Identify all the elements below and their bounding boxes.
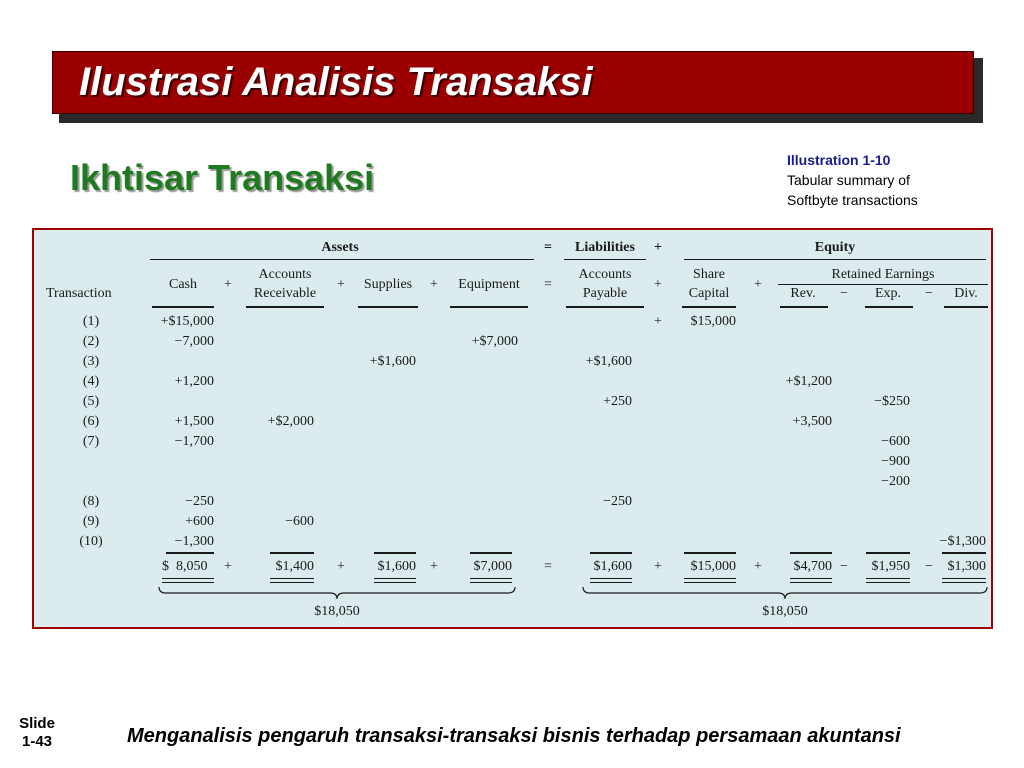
liabilities-rule: [564, 259, 646, 260]
total-dividends: $1,300: [947, 559, 986, 574]
row-7-expense: −600: [881, 434, 910, 449]
total-rev-double-rule-2: [790, 582, 832, 583]
assets-rule: [150, 259, 534, 260]
col-equipment-rule: [450, 306, 528, 308]
row-10-dividends: −$1,300: [939, 534, 986, 549]
total-ap-double-rule-2: [590, 582, 632, 583]
row-3-supplies: +$1,600: [369, 354, 416, 369]
liabilities-equity-total: $18,050: [762, 604, 808, 619]
total-ar-top-rule: [270, 552, 314, 554]
total-equip-double-rule-1: [470, 578, 512, 579]
col-exp-rule: [865, 306, 913, 308]
assets-brace: [158, 586, 516, 600]
col-plus-5: +: [754, 277, 762, 292]
total-sup-double-rule-2: [374, 582, 416, 583]
row-6-revenue: +3,500: [792, 414, 832, 429]
col-cash-rule: [152, 306, 214, 308]
row-5-transaction: (5): [82, 394, 100, 409]
total-cash-double-rule-2: [162, 582, 214, 583]
col-ap-line1: Accounts: [578, 267, 632, 282]
col-supplies-rule: [358, 306, 418, 308]
total-rev-top-rule: [790, 552, 832, 554]
total-ar-double-rule-1: [270, 578, 314, 579]
row-5-expense: −$250: [874, 394, 910, 409]
illustration-description-line2: Softbyte transactions: [787, 192, 918, 208]
col-equals: =: [544, 277, 552, 292]
total-div-double-rule-1: [942, 578, 986, 579]
total-ap-double-rule-1: [590, 578, 632, 579]
slide-caption: Menganalisis pengaruh transaksi-transaksi bisnis terhadap persamaan akuntansi: [127, 725, 901, 747]
col-dividends: Div.: [954, 286, 978, 301]
row-7-cash: −1,700: [174, 434, 214, 449]
col-cash: Cash: [169, 277, 197, 292]
total-supplies: $1,600: [377, 559, 416, 574]
title-bar: [52, 51, 974, 114]
row-7-transaction: (7): [82, 434, 100, 449]
row-1-plus: +: [654, 314, 662, 329]
total-equip-double-rule-2: [470, 582, 512, 583]
col-sc-rule: [682, 306, 736, 308]
row-6-cash: +1,500: [174, 414, 214, 429]
assets-total: $18,050: [314, 604, 360, 619]
col-transaction: Transaction: [46, 286, 112, 301]
total-exp-double-rule-1: [866, 578, 910, 579]
row-2-equipment: +$7,000: [471, 334, 518, 349]
total-cash: $ 8,050: [162, 559, 208, 574]
total-plus-5: +: [754, 559, 762, 574]
total-plus-2: +: [337, 559, 345, 574]
col-equipment: Equipment: [458, 277, 520, 292]
col-rev-rule: [780, 306, 828, 308]
col-revenue: Rev.: [790, 286, 816, 301]
illustration-description-line1: Tabular summary of: [787, 172, 910, 188]
slide-number-block: [6, 715, 68, 751]
col-plus-2: +: [337, 277, 345, 292]
total-plus-4: +: [654, 559, 662, 574]
col-sc-line2: Capital: [688, 286, 730, 301]
col-ap-line2: Payable: [582, 286, 628, 301]
row-6-accounts-receivable: +$2,000: [267, 414, 314, 429]
liabilities-equity-brace: [582, 586, 988, 600]
total-share-capital: $15,000: [690, 559, 736, 574]
row-1-cash: +$15,000: [160, 314, 214, 329]
row-8-transaction: (8): [82, 494, 100, 509]
slide-title: Ilustrasi Analisis Transaksi: [79, 60, 593, 104]
total-minus-1: −: [840, 559, 848, 574]
col-expense: Exp.: [874, 286, 902, 301]
total-plus-3: +: [430, 559, 438, 574]
total-sup-double-rule-1: [374, 578, 416, 579]
total-cash-double-rule-1: [162, 578, 214, 579]
liabilities-header: Liabilities: [575, 240, 635, 255]
total-minus-2: −: [925, 559, 933, 574]
slide-label: Slide: [19, 715, 55, 732]
row-1-share-capital: $15,000: [690, 314, 736, 329]
row-4-revenue: +$1,200: [785, 374, 832, 389]
row-7b-expense: −900: [881, 454, 910, 469]
transaction-summary-table: [32, 228, 993, 629]
row-8-accounts-payable: −250: [603, 494, 632, 509]
equals-header: =: [544, 240, 552, 255]
col-ap-rule: [566, 306, 644, 308]
row-10-cash: −1,300: [174, 534, 214, 549]
total-accounts-payable: $1,600: [593, 559, 632, 574]
section-subtitle: Ikhtisar Transaksi: [70, 157, 375, 198]
total-equals: =: [544, 559, 552, 574]
row-6-transaction: (6): [82, 414, 100, 429]
col-minus-1: −: [840, 286, 848, 301]
col-plus-1: +: [224, 277, 232, 292]
col-div-rule: [944, 306, 988, 308]
equity-header: Equity: [814, 240, 856, 255]
total-div-double-rule-2: [942, 582, 986, 583]
row-10-transaction: (10): [79, 534, 103, 549]
total-sup-top-rule: [374, 552, 416, 554]
row-8-cash: −250: [185, 494, 214, 509]
col-supplies: Supplies: [363, 277, 413, 292]
col-ar-line2: Receivable: [253, 286, 317, 301]
illustration-number: Illustration 1-10: [787, 152, 891, 168]
row-3-transaction: (3): [82, 354, 100, 369]
plus-header: +: [654, 240, 662, 255]
total-sc-double-rule-1: [684, 578, 736, 579]
col-plus-3: +: [430, 277, 438, 292]
row-9-cash: +600: [185, 514, 214, 529]
total-equip-top-rule: [470, 552, 512, 554]
total-cash-top-rule: [166, 552, 214, 554]
equity-rule: [684, 259, 986, 260]
total-sc-double-rule-2: [684, 582, 736, 583]
col-ar-rule: [246, 306, 324, 308]
total-expense: $1,950: [871, 559, 910, 574]
row-3-accounts-payable: +$1,600: [585, 354, 632, 369]
total-revenue: $4,700: [793, 559, 832, 574]
col-sc-line1: Share: [693, 267, 725, 282]
col-plus-4: +: [654, 277, 662, 292]
row-9-transaction: (9): [82, 514, 100, 529]
col-minus-2: −: [925, 286, 933, 301]
retained-earnings-header: Retained Earnings: [831, 267, 935, 282]
row-7c-expense: −200: [881, 474, 910, 489]
total-ap-top-rule: [590, 552, 632, 554]
row-4-transaction: (4): [82, 374, 100, 389]
row-1-transaction: (1): [82, 314, 100, 329]
total-ar-double-rule-2: [270, 582, 314, 583]
total-plus-1: +: [224, 559, 232, 574]
col-ar-line1: Accounts: [258, 267, 312, 282]
assets-header: Assets: [321, 240, 359, 255]
total-div-top-rule: [942, 552, 986, 554]
illustration-reference: [787, 150, 1017, 210]
slide-number: 1-43: [21, 733, 53, 750]
row-4-cash: +1,200: [174, 374, 214, 389]
total-exp-top-rule: [866, 552, 910, 554]
row-2-cash: −7,000: [174, 334, 214, 349]
row-2-transaction: (2): [82, 334, 100, 349]
total-exp-double-rule-2: [866, 582, 910, 583]
total-sc-top-rule: [684, 552, 736, 554]
total-rev-double-rule-1: [790, 578, 832, 579]
total-accounts-receivable: $1,400: [275, 559, 314, 574]
row-9-accounts-receivable: −600: [285, 514, 314, 529]
total-equipment: $7,000: [473, 559, 512, 574]
row-5-accounts-payable: +250: [603, 394, 632, 409]
